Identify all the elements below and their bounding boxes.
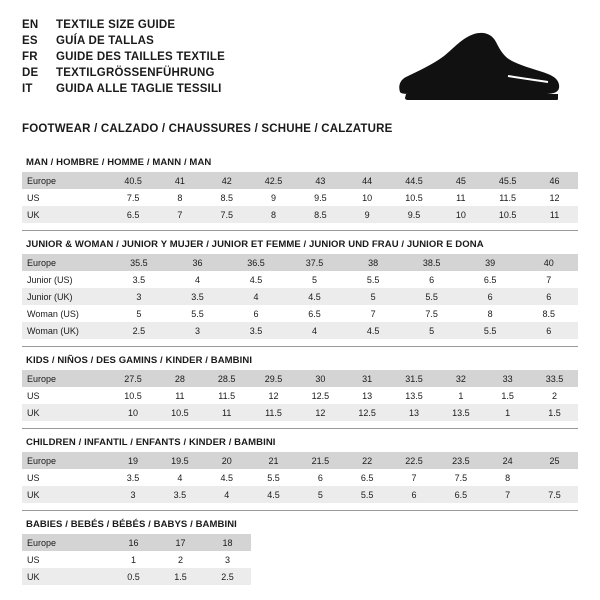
- cell: 4: [177, 472, 183, 483]
- cell: 10.5: [484, 206, 531, 223]
- size-table: [22, 534, 251, 585]
- language-title: GUIDE DES TAILLES TEXTILE: [56, 51, 225, 63]
- cell: 8: [505, 472, 511, 483]
- language-code: DE: [22, 67, 39, 79]
- cell: 6: [253, 308, 259, 319]
- cell: 3.5: [132, 274, 146, 285]
- cell: 46: [531, 172, 578, 189]
- cell: 1: [484, 404, 531, 421]
- cell: 44: [344, 172, 391, 189]
- divider: [22, 230, 578, 231]
- table-row: [22, 305, 578, 322]
- row-label: UK: [22, 206, 110, 223]
- cell: 5: [136, 308, 142, 319]
- language-row: [22, 66, 225, 81]
- section-babies: [22, 519, 578, 585]
- cell: 5.5: [366, 274, 380, 285]
- cell: 4.5: [249, 274, 263, 285]
- divider: [22, 428, 578, 429]
- cell: 11: [203, 404, 250, 421]
- cell: 6: [461, 288, 520, 305]
- row-label: Junior (UK): [22, 288, 110, 305]
- cell: 7.5: [425, 308, 438, 319]
- row-label: Woman (UK): [22, 322, 110, 339]
- cell: 10: [110, 404, 157, 421]
- cell: 42: [203, 172, 250, 189]
- cell: 6.5: [110, 206, 157, 223]
- cell: 19.5: [156, 452, 203, 469]
- section-title: KIDS / NIÑOS / DES GAMINS / KINDER / BAMBINI: [26, 355, 253, 366]
- cell: 4.5: [250, 486, 297, 503]
- cell: 5: [297, 486, 344, 503]
- cell: 2.5: [110, 322, 169, 339]
- cell: 1.5: [157, 568, 204, 585]
- row-label: US: [27, 390, 40, 401]
- cell: 5.5: [344, 486, 391, 503]
- cell: 6.5: [308, 308, 321, 319]
- cell: 7.5: [126, 192, 140, 203]
- cell: 8: [177, 192, 183, 203]
- cell: 19: [110, 452, 157, 469]
- cell: 4.5: [285, 288, 344, 305]
- cell: 6.5: [360, 472, 374, 483]
- row-label: US: [27, 554, 40, 565]
- cell: 31.5: [391, 370, 438, 387]
- cell: 6: [317, 472, 323, 483]
- row-label: UK: [22, 404, 110, 421]
- language-code: FR: [22, 51, 38, 63]
- size-table: [22, 254, 578, 339]
- table-row: [22, 189, 578, 206]
- cell: 17: [157, 534, 204, 551]
- cell: 35.5: [110, 254, 169, 271]
- cell: 6: [519, 322, 578, 339]
- cell: 3: [168, 322, 227, 339]
- cell: 3.5: [168, 288, 227, 305]
- cell: 33.5: [531, 370, 578, 387]
- cell: 16: [110, 534, 157, 551]
- row-label: US: [27, 472, 40, 483]
- cell: 2.5: [204, 568, 251, 585]
- table-row: [22, 288, 578, 305]
- cell: 20: [203, 452, 250, 469]
- cell: 7: [370, 308, 376, 319]
- cell: 4: [194, 274, 200, 285]
- row-label: Europe: [22, 452, 110, 469]
- cell: 3.5: [156, 486, 203, 503]
- row-label: Europe: [22, 370, 110, 387]
- row-label: Europe: [22, 534, 110, 551]
- cell: 33: [484, 370, 531, 387]
- cell: 1.5: [531, 404, 578, 421]
- language-row: [22, 34, 225, 49]
- cell: 12.5: [344, 404, 391, 421]
- table-row: [22, 469, 578, 486]
- cell: 3: [110, 288, 169, 305]
- row-label: Junior (US): [27, 274, 73, 285]
- cell: 10.5: [124, 390, 142, 401]
- cell: 7: [484, 486, 531, 503]
- cell: 5: [402, 322, 461, 339]
- cell: 25: [531, 452, 578, 469]
- table-row: [22, 370, 578, 387]
- cell: 27.5: [110, 370, 157, 387]
- section-kids: [22, 355, 578, 429]
- table-row: [22, 322, 578, 339]
- language-title: GUÍA DE TALLAS: [56, 35, 154, 47]
- divider: [22, 346, 578, 347]
- cell: 5.5: [267, 472, 280, 483]
- cell: 7: [411, 472, 417, 483]
- language-title: GUIDA ALLE TAGLIE TESSILI: [56, 83, 222, 95]
- size-table: [22, 370, 578, 421]
- language-row: [22, 82, 225, 97]
- cell: 42.5: [250, 172, 297, 189]
- cell: 30: [297, 370, 344, 387]
- row-label: US: [27, 192, 40, 203]
- language-code: ES: [22, 35, 38, 47]
- cell: 8: [250, 206, 297, 223]
- cell: 5: [344, 288, 403, 305]
- table-row: [22, 568, 251, 585]
- cell: 11: [175, 390, 185, 401]
- section-title: JUNIOR & WOMAN / JUNIOR Y MUJER / JUNIOR ET FEMME / JUNIOR UND FRAU / JUNIOR E DONA: [26, 239, 484, 250]
- cell: 6: [391, 486, 438, 503]
- cell: 12.5: [311, 390, 330, 401]
- cell: [531, 469, 578, 486]
- table-row: [22, 172, 578, 189]
- cell: 11.5: [499, 192, 517, 203]
- table-row: [22, 404, 578, 421]
- divider: [22, 510, 578, 511]
- cell: 7: [546, 274, 552, 285]
- cell: 6: [429, 274, 435, 285]
- size-table: [22, 452, 578, 503]
- row-label: Woman (US): [27, 308, 79, 319]
- cell: 11.5: [250, 404, 297, 421]
- cell: 22: [344, 452, 391, 469]
- cell: 6.5: [483, 274, 497, 285]
- section-children: [22, 437, 578, 511]
- cell: 29.5: [250, 370, 297, 387]
- cell: 21: [250, 452, 297, 469]
- cell: 28.5: [203, 370, 250, 387]
- cell: 7.5: [454, 472, 468, 483]
- table-row: [22, 387, 578, 404]
- cell: 40.5: [110, 172, 157, 189]
- cell: 10.5: [156, 404, 203, 421]
- cell: 10: [362, 192, 373, 203]
- cell: 44.5: [391, 172, 438, 189]
- language-code: IT: [22, 83, 33, 95]
- cell: 43: [297, 172, 344, 189]
- cell: 10: [437, 206, 484, 223]
- cell: 41: [157, 172, 204, 189]
- cell: 36.5: [227, 254, 286, 271]
- cell: 45: [437, 172, 484, 189]
- cell: 23.5: [437, 452, 484, 469]
- cell: 13.5: [437, 404, 484, 421]
- cell: 24: [484, 452, 531, 469]
- cell: 5: [312, 274, 318, 285]
- cell: 37.5: [285, 254, 344, 271]
- cell: 9: [344, 206, 391, 223]
- cell: 9.5: [391, 206, 438, 223]
- section-title: CHILDREN / INFANTIL / ENFANTS / KINDER / BAMBINI: [26, 437, 276, 448]
- language-title: TEXTILGRÖSSENFÜHRUNG: [56, 67, 215, 79]
- page-header: [22, 18, 578, 107]
- dress-shoe-silhouette-icon: [392, 30, 562, 107]
- cell: 8.5: [220, 192, 233, 203]
- cell: 4: [203, 486, 250, 503]
- language-row: [22, 18, 225, 33]
- cell: 2: [177, 554, 183, 565]
- cell: 6.5: [437, 486, 484, 503]
- table-row: [22, 534, 251, 551]
- cell: 4.5: [220, 472, 233, 483]
- language-title-list: [22, 18, 225, 97]
- cell: 12: [297, 404, 344, 421]
- cell: 1: [458, 390, 464, 401]
- language-row: [22, 50, 225, 65]
- cell: 28: [156, 370, 203, 387]
- cell: 11: [456, 192, 466, 203]
- cell: 11: [531, 206, 578, 223]
- row-label: UK: [22, 568, 110, 585]
- cell: 3.5: [126, 472, 140, 483]
- section-title: MAN / HOMBRE / HOMME / MANN / MAN: [26, 157, 212, 168]
- cell: 5.5: [461, 322, 520, 339]
- table-row: [22, 271, 578, 288]
- table-row: [22, 254, 578, 271]
- cell: 13: [362, 390, 373, 401]
- row-label: Europe: [22, 172, 110, 189]
- cell: 5.5: [191, 308, 204, 319]
- size-table: [22, 172, 578, 223]
- row-label: Europe: [22, 254, 110, 271]
- cell: 3: [110, 486, 157, 503]
- cell: 1.5: [501, 390, 514, 401]
- cell: 13.5: [405, 390, 423, 401]
- cell: 4: [227, 288, 286, 305]
- cell: 1: [130, 554, 136, 565]
- cell: 8.5: [542, 308, 555, 319]
- cell: 21.5: [297, 452, 344, 469]
- language-code: EN: [22, 19, 39, 31]
- cell: 22.5: [391, 452, 438, 469]
- cell: 8.5: [297, 206, 344, 223]
- table-row: [22, 486, 578, 503]
- cell: 8: [487, 308, 493, 319]
- cell: 3: [224, 554, 230, 565]
- cell: 38: [344, 254, 403, 271]
- cell: 31: [344, 370, 391, 387]
- cell: 32: [437, 370, 484, 387]
- table-row: [22, 452, 578, 469]
- cell: 45.5: [484, 172, 531, 189]
- cell: 7.5: [203, 206, 250, 223]
- cell: 9.5: [314, 192, 327, 203]
- cell: 12: [268, 390, 279, 401]
- cell: 4: [285, 322, 344, 339]
- table-row: [22, 551, 251, 568]
- page-title: FOOTWEAR / CALZADO / CHAUSSURES / SCHUHE / CALZATURE: [22, 123, 393, 135]
- cell: 7.5: [531, 486, 578, 503]
- table-row: [22, 206, 578, 223]
- cell: 12: [549, 192, 560, 203]
- cell: 4.5: [344, 322, 403, 339]
- cell: 2: [552, 390, 558, 401]
- cell: 10.5: [405, 192, 423, 203]
- cell: 0.5: [110, 568, 157, 585]
- section-junior-woman: [22, 239, 578, 347]
- section-title: BABIES / BEBÉS / BÉBÉS / BABYS / BAMBINI: [26, 519, 237, 530]
- cell: 40: [519, 254, 578, 271]
- cell: 9: [271, 192, 277, 203]
- cell: 39: [461, 254, 520, 271]
- cell: 11.5: [218, 390, 236, 401]
- row-label: UK: [22, 486, 110, 503]
- cell: 7: [157, 206, 204, 223]
- cell: 13: [391, 404, 438, 421]
- cell: 38.5: [402, 254, 461, 271]
- section-man: [22, 157, 578, 231]
- cell: 3.5: [227, 322, 286, 339]
- cell: 5.5: [402, 288, 461, 305]
- cell: 6: [519, 288, 578, 305]
- cell: 36: [168, 254, 227, 271]
- language-title: TEXTILE SIZE GUIDE: [56, 19, 176, 31]
- cell: 18: [204, 534, 251, 551]
